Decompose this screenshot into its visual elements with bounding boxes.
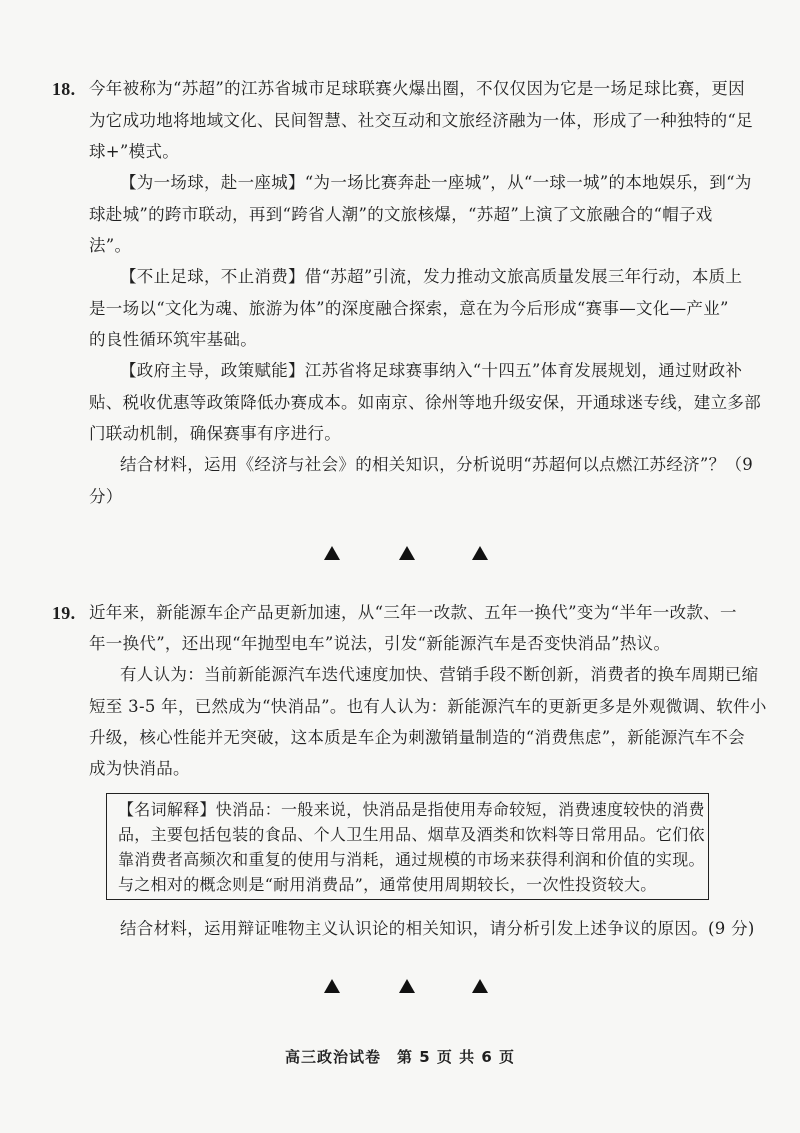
q18-line-8: 是一场以“文化为魂、旅游为体”的深度融合探索，意在为今后形成“赛事—文化—产业” (89, 299, 729, 318)
definition-line-1: 【名词解释】快消品：一般来说，快消品是指使用寿命较短，消费速度较快的消费 (118, 800, 705, 819)
triangle-icon (399, 979, 415, 993)
q18-line-3: 球+”模式。 (89, 142, 180, 161)
question-18-number: 18. (52, 79, 76, 99)
q19-line-3: 有人认为：当前新能源汽车迭代速度加快、营销手段不断创新，消费者的换车周期已缩 (120, 665, 759, 684)
q18-line-6: 法”。 (89, 236, 132, 255)
q18-prompt-line-1: 结合材料，运用《经济与社会》的相关知识，分析说明“苏超何以点燃江苏经济”？（9 (120, 455, 754, 474)
q18-line-10: 【政府主导，政策赋能】江苏省将足球赛事纳入“十四五”体育发展规划，通过财政补 (120, 361, 743, 380)
q19-line-5: 升级，核心性能并无突破，这本质是车企为刺激销量制造的“消费焦虑”，新能源汽车不会 (89, 728, 745, 747)
definition-line-2: 品，主要包括包装的食品、个人卫生用品、烟草及酒类和饮料等日常用品。它们依 (118, 825, 705, 844)
q19-line-6: 成为快消品。 (89, 759, 190, 778)
q18-line-9: 的良性循环筑牢基础。 (89, 330, 257, 349)
q18-line-5: 球赴城”的跨市联动，再到“跨省人潮”的文旅核爆，“苏超”上演了文旅融合的“帽子戏 (89, 205, 713, 224)
triangle-icon (399, 546, 415, 560)
q18-line-2: 为它成功地将地域文化、民间智慧、社交互动和文旅经济融为一体，形成了一种独特的“足 (89, 111, 753, 130)
separator-triangles-2 (0, 979, 800, 999)
q19-line-4: 短至 3-5 年，已然成为“快消品”。也有人认为：新能源汽车的更新更多是外观微调、软件小 (89, 697, 767, 716)
q18-line-7: 【不止足球，不止消费】借“苏超”引流，发力推动文旅高质量发展三年行动，本质上 (120, 267, 743, 286)
separator-triangles-1 (0, 546, 800, 566)
q18-line-12: 门联动机制，确保赛事有序进行。 (89, 424, 341, 443)
q18-line-1: 今年被称为“苏超”的江苏省城市足球联赛火爆出圈，不仅仅因为它是一场足球比赛，更因 (89, 79, 745, 98)
definition-line-3: 靠消费者高频次和重复的使用与消耗，通过规模的市场来获得利润和价值的实现。 (118, 850, 705, 869)
page-footer: 高三政治试卷 第 5 页 共 6 页 (285, 1048, 515, 1066)
q19-prompt: 结合材料，运用辩证唯物主义认识论的相关知识，请分析引发上述争议的原因。(9 分) (120, 919, 755, 938)
q19-line-2: 年一换代”，还出现“年抛型电车”说法，引发“新能源汽车是否变快消品”热议。 (89, 634, 671, 653)
triangle-icon (472, 979, 488, 993)
q18-line-11: 贴、税收优惠等政策降低办赛成本。如南京、徐州等地升级安保，开通球迷专线，建立多部 (89, 393, 761, 412)
triangle-icon (472, 546, 488, 560)
triangle-icon (324, 546, 340, 560)
q19-line-1: 近年来，新能源车企产品更新加速，从“三年一改款、五年一换代”变为“半年一改款、一 (89, 603, 737, 622)
question-19-number: 19. (52, 603, 76, 623)
q18-prompt-line-2: 分） (89, 487, 123, 506)
q18-line-4: 【为一场球，赴一座城】“为一场比赛奔赴一座城”，从“一球一城”的本地娱乐，到“为 (120, 173, 752, 192)
triangle-icon (324, 979, 340, 993)
definition-line-4: 与之相对的概念则是“耐用消费品”，通常使用周期较长，一次性投资较大。 (118, 875, 657, 894)
